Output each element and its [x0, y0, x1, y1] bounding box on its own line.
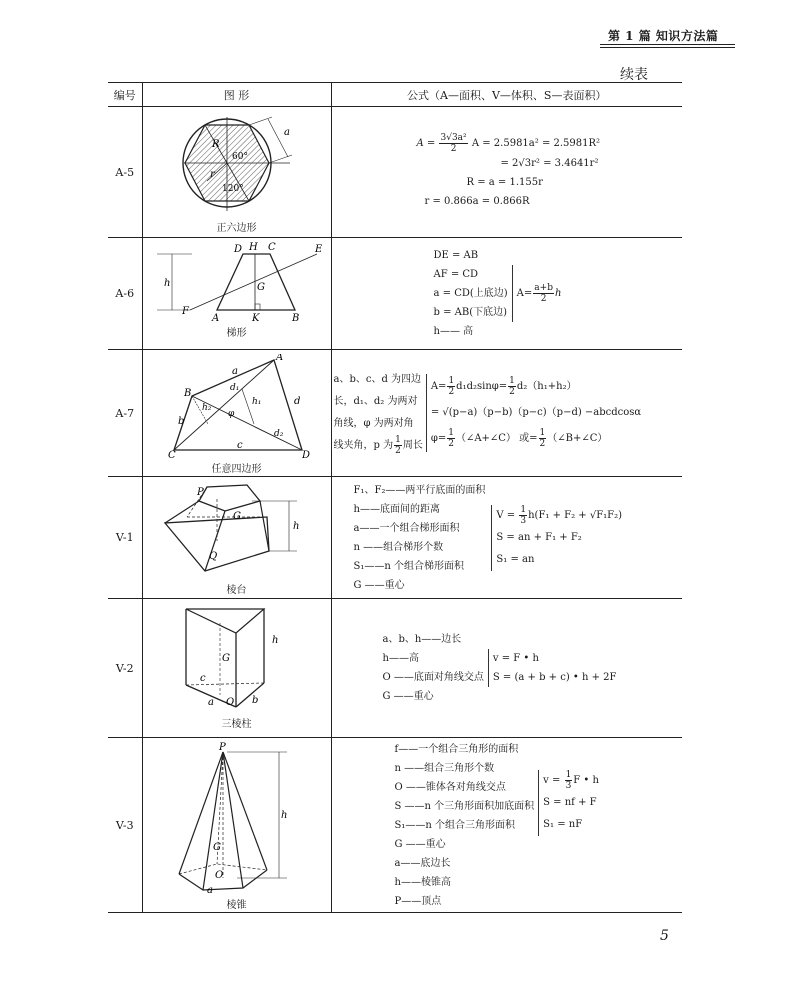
table-row: [108, 238, 682, 350]
mark-a: a: [283, 127, 290, 138]
formula-line: [334, 435, 423, 457]
frac-num: 1: [565, 770, 572, 780]
frac-num: 1: [395, 435, 401, 445]
formula-line: a——底边长: [394, 857, 451, 869]
formula-line: O ——底面对角线交点: [382, 672, 484, 683]
mark-o: O: [214, 870, 223, 881]
quadrilateral-figure: [162, 354, 312, 458]
formula-line: a——一个组合梯形面积: [353, 522, 460, 534]
mark-g: G: [221, 653, 230, 664]
formula-line: [431, 374, 641, 400]
header-code: 编号: [108, 83, 142, 107]
area-prefix: A=: [516, 288, 533, 299]
figure-label: 梯形: [226, 328, 247, 339]
mark-o: O: [225, 697, 234, 708]
formula-cell: [331, 238, 682, 350]
area-formula: [512, 265, 562, 322]
formula-line: [543, 770, 599, 792]
formula-line-1: A = $\frac{\text{3√3a²}}{2}$ A = 2.5981a² = 2.5981R²: [416, 133, 601, 154]
table-header-row: [108, 83, 682, 107]
formula-line: a、b、h——边长: [382, 634, 462, 645]
figure-cell: [142, 599, 331, 738]
header-figure: 图 形: [142, 83, 331, 107]
area-suffix: h: [554, 288, 562, 299]
formula-line: S₁ = nF: [543, 819, 583, 830]
figure-cell: [142, 238, 331, 350]
left-line-part: 周长: [402, 440, 423, 451]
mark-c: C: [267, 242, 276, 253]
row-code: A-6: [108, 238, 142, 350]
formula-line: S₁ = an: [496, 553, 535, 565]
mark-r-upper: R: [211, 139, 220, 150]
pyramid-figure: [177, 742, 297, 894]
frac-num: 1: [448, 376, 455, 386]
formula-cell: [331, 738, 682, 913]
formula-line: 角线，φ 为两对角: [333, 418, 414, 429]
mark-h: h: [163, 278, 170, 289]
mark-a: a: [231, 366, 238, 377]
part: V =: [496, 509, 516, 521]
formula-line: n ——组合三角形个数: [394, 762, 495, 774]
mark-a-upper: A: [275, 354, 283, 363]
formula-line: f——一个组合三角形的面积: [394, 743, 519, 755]
formula-line: S = nf + F: [543, 797, 597, 808]
row-code: A-7: [108, 350, 142, 477]
table-row: [108, 350, 682, 477]
mark-g: G: [256, 282, 265, 293]
formula-block: [332, 481, 683, 595]
area-formula: [426, 374, 641, 452]
mark-h2: h₂: [201, 403, 211, 413]
formula-block: [332, 246, 683, 341]
frac-num: 1: [509, 376, 515, 386]
mark-h: h: [271, 635, 278, 646]
formula-line: S ——n 个三角形面积加底面积: [394, 800, 535, 812]
frac-den: 2: [509, 387, 515, 397]
mark-d1: d₁: [229, 383, 239, 393]
formula-line: = √(p−a)（p−b)（p−c)（p−d) −abcdcosα: [430, 407, 642, 418]
row-code: A-5: [108, 107, 142, 238]
header-formula: 公式（A—面积、V—体积、S—表面积）: [331, 83, 682, 107]
formula-table: [108, 82, 682, 913]
frac-num: 1: [539, 428, 546, 438]
frac-den: 3: [520, 515, 527, 526]
trapezoid-figure: [152, 242, 322, 322]
frac-den: 2: [395, 446, 401, 456]
continued-label: 续表: [620, 67, 648, 83]
frac-den: 3: [565, 781, 572, 791]
formula-cell: [331, 477, 682, 599]
volume-formula: [488, 649, 617, 687]
frac-den: 2: [539, 439, 546, 449]
formula-line: G ——重心: [353, 579, 405, 591]
formula-line: S = an + F₁ + F₂: [496, 531, 582, 543]
part: d₂（h₁+h₂）: [516, 381, 577, 392]
formula-block: [332, 133, 683, 211]
figure-label: 任意四边形: [211, 464, 262, 475]
mark-c: c: [236, 440, 243, 451]
volume-formula: [538, 770, 599, 836]
mark-a: A: [211, 313, 219, 322]
formula-line: b = AB(下底边): [433, 307, 508, 318]
mark-b: b: [177, 416, 184, 427]
figure-cell: [142, 738, 331, 913]
part: （∠B+∠C）: [547, 433, 608, 444]
mark-g: G: [232, 511, 241, 522]
mark-e: E: [314, 244, 322, 255]
frac-den: 2: [450, 144, 457, 154]
mark-b-upper: B: [183, 388, 191, 399]
formula-cell: [331, 107, 682, 238]
mark-120: 120°: [221, 184, 244, 194]
figure-label: 棱台: [226, 585, 247, 596]
frustum-figure: [157, 481, 317, 579]
left-line-part: 线夹角，p 为: [333, 440, 394, 451]
part: （∠A+∠C） 或=: [455, 433, 538, 444]
figure-cell: [142, 107, 331, 238]
mark-d: D: [233, 244, 242, 255]
part: F • h: [573, 775, 599, 786]
mark-a: a: [207, 697, 214, 708]
mark-60: 60°: [231, 152, 248, 162]
mark-g: G: [212, 842, 221, 853]
mark-r: r: [209, 169, 215, 180]
frac-den: 2: [448, 439, 454, 449]
formula-line: AF = CD: [433, 269, 479, 280]
formula-line: a、b、c、d 为四边: [333, 374, 422, 385]
figure-label: 正六边形: [216, 223, 257, 234]
part: v =: [543, 775, 561, 786]
formula-line: [496, 505, 622, 527]
mark-d2: d₂: [273, 429, 283, 439]
volume-formula: [491, 505, 622, 571]
formula-cell: [331, 599, 682, 738]
part: φ=: [430, 433, 447, 444]
part: d₁d₂sinφ=: [456, 381, 508, 392]
figure-label: 棱锥: [226, 900, 247, 911]
running-header: 第 1 篇 知识方法篇: [608, 29, 719, 43]
formula-a5-3: R = a = 1.155r: [466, 177, 543, 188]
figure-label: 三棱柱: [221, 719, 252, 730]
row-code: V-1: [108, 477, 142, 599]
formula-line: n ——组合梯形个数: [353, 541, 444, 553]
mark-k: K: [251, 313, 259, 322]
mark-f: F: [181, 306, 189, 317]
mark-q: Q: [208, 551, 217, 562]
formula-line: G ——重心: [382, 691, 434, 702]
mark-h: h: [280, 810, 287, 821]
table-row: [108, 477, 682, 599]
formula-line: h——高: [382, 653, 419, 664]
formula-line: v = F • h: [492, 653, 539, 664]
formula-line: [431, 426, 641, 452]
header-rule-thin: [600, 47, 735, 48]
formula-line: h——底面间的距离: [353, 503, 440, 515]
formula-line: h—— 高: [433, 326, 474, 337]
formula-line: O ——锥体各对角线交点: [394, 781, 506, 793]
formula-line: h——棱锥高: [394, 876, 451, 888]
formula-cell: [331, 350, 682, 477]
formula-line: G ——重心: [394, 838, 446, 850]
part: A=: [430, 381, 447, 392]
mark-p: P: [218, 742, 226, 753]
mark-b: B: [291, 313, 299, 322]
figure-cell: [142, 350, 331, 477]
frac-den: 2: [540, 294, 547, 304]
frac-num: 1: [448, 428, 454, 438]
row-code: V-3: [108, 738, 142, 913]
formula-block: [332, 369, 683, 457]
mark-c: c: [199, 673, 206, 684]
page-number: 5: [660, 928, 669, 944]
frac-num: 1: [520, 504, 527, 515]
formula-line: 长，d₁、d₂ 为两对: [333, 396, 418, 407]
table-row: [108, 738, 682, 913]
row-code: V-2: [108, 599, 142, 738]
formula-block: [332, 740, 683, 911]
table-row: [108, 599, 682, 738]
formula-line: DE = AB: [433, 250, 479, 261]
part: h(F₁ + F₂ + √F₁F₂): [528, 509, 622, 521]
formula-line: S₁——n 个组合梯形面积: [353, 560, 464, 572]
formula-a5-4: r = 0.866a = 0.866R: [424, 196, 530, 207]
figure-cell: [142, 477, 331, 599]
formula-a5-2: = 2√3r² = 3.4641r²: [500, 158, 599, 169]
mark-p: P: [196, 487, 204, 498]
mark-phi: φ: [227, 409, 234, 419]
header-rule-thick: [600, 44, 735, 45]
formula-line: F₁、F₂——两平行底面的面积: [353, 484, 486, 496]
formula-block: [332, 630, 683, 706]
mark-d: d: [293, 396, 300, 407]
mark-c-upper: C: [167, 450, 176, 458]
formula-line: a = CD(上底边): [433, 288, 508, 299]
mark-b: b: [251, 695, 258, 706]
frac-den: 2: [448, 387, 455, 397]
frac-num: a+b: [534, 283, 553, 293]
hexagon-figure: [162, 111, 312, 217]
formula-line: P——顶点: [394, 895, 442, 907]
prism-figure: [182, 603, 292, 713]
formula-line: S = (a + b + c) • h + 2F: [492, 672, 617, 683]
mark-a: a: [206, 885, 213, 894]
table-row: [108, 107, 682, 238]
mark-h-top: H: [248, 242, 258, 253]
mark-d-upper: D: [301, 450, 310, 458]
frac-num: 3√3a²: [440, 133, 467, 143]
mark-h1: h₁: [251, 397, 261, 407]
formula-line: S₁——n 个组合三角形面积: [394, 819, 515, 831]
formula-a5-1: A = 2.5981a² = 2.5981R²: [471, 138, 601, 149]
mark-h: h: [292, 521, 299, 532]
